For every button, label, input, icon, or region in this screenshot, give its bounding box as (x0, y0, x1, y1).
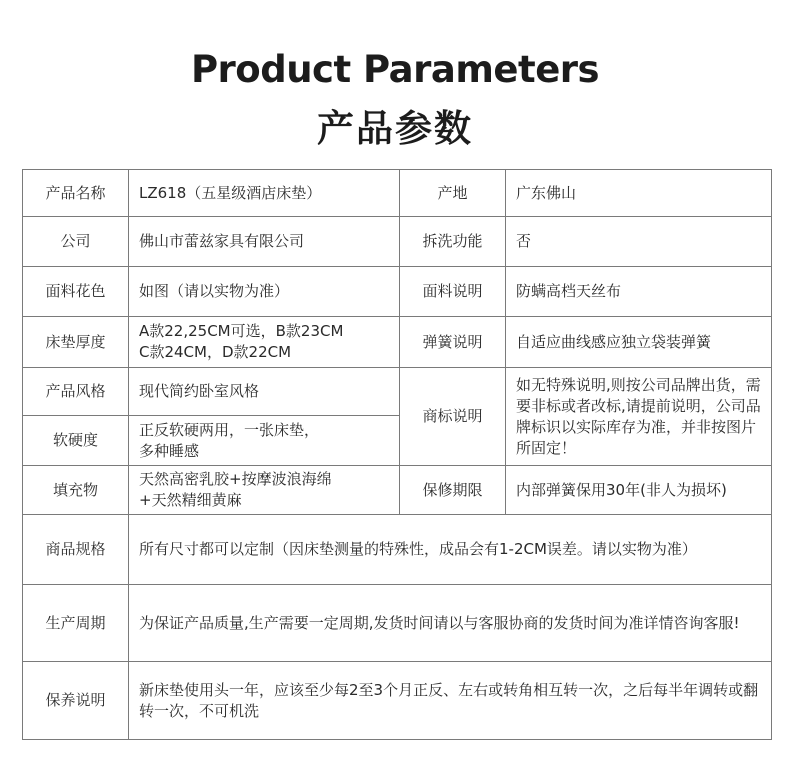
thickness-line-1: A款22,25CM可选，B款23CM (139, 322, 344, 340)
thickness-line-2: C款24CM，D款22CM (139, 343, 292, 361)
production-cycle-value: 为保证产品质量,生产需要一定周期,发货时间请以与客服协商的发货时间为准详情咨询客服! (129, 585, 772, 662)
thickness-value (129, 317, 400, 368)
firmness-value (129, 416, 400, 466)
firmness-line-2: 多种睡感 (139, 441, 200, 460)
table-row (23, 368, 772, 416)
table-row (23, 515, 772, 585)
table-row (23, 317, 772, 368)
removable-wash-value: 否 (506, 217, 772, 267)
fabric-pattern-label: 面料花色 (23, 267, 129, 317)
parameters-table (22, 169, 772, 740)
style-value: 现代简约卧室风格 (129, 368, 400, 416)
table-row (23, 267, 772, 317)
warranty-value: 内部弹簧保用30年(非人为损坏) (506, 466, 772, 515)
style-label: 产品风格 (23, 368, 129, 416)
page-title-en: Product Parameters (190, 48, 600, 91)
removable-wash-label: 拆洗功能 (400, 217, 506, 267)
spec-label: 商品规格 (23, 515, 129, 585)
warranty-label: 保修期限 (400, 466, 506, 515)
table-row (23, 662, 772, 740)
firmness-line-1: 正反软硬两用，一张床垫， (139, 420, 320, 439)
maintenance-label: 保养说明 (23, 662, 129, 740)
spring-desc-label: 弹簧说明 (400, 317, 506, 368)
table-row (23, 170, 772, 217)
table-row (23, 217, 772, 267)
table-row (23, 466, 772, 515)
origin-label: 产地 (400, 170, 506, 217)
filling-line-1: 天然高密乳胶+按摩波浪海绵 (139, 470, 332, 488)
trademark-value: 如无特殊说明,则按公司品牌出货，需要非标或者改标,请提前说明，公司品牌标识以实际库存为准，并非按图片所固定！ (506, 368, 772, 466)
firmness-label: 软硬度 (23, 416, 129, 466)
company-label: 公司 (23, 217, 129, 267)
page-title-zh: 产品参数 (317, 107, 473, 150)
trademark-label: 商标说明 (400, 368, 506, 466)
product-name-label: 产品名称 (23, 170, 129, 217)
filling-value (129, 466, 400, 515)
fabric-desc-label: 面料说明 (400, 267, 506, 317)
production-cycle-label: 生产周期 (23, 585, 129, 662)
thickness-label: 床垫厚度 (23, 317, 129, 368)
spring-desc-value: 自适应曲线感应独立袋装弹簧 (506, 317, 772, 368)
fabric-desc-value: 防螨高档天丝布 (506, 267, 772, 317)
filling-line-2: +天然精细黄麻 (139, 491, 242, 509)
product-name-value: LZ618（五星级酒店床垫） (129, 170, 400, 217)
fabric-pattern-value: 如图（请以实物为准） (129, 267, 400, 317)
maintenance-value: 新床垫使用头一年，应该至少每2至3个月正反、左右或转角相互转一次，之后每半年调转或翻转一次，不可机洗 (129, 662, 772, 740)
company-value: 佛山市蕾兹家具有限公司 (129, 217, 400, 267)
origin-value: 广东佛山 (506, 170, 772, 217)
table-row (23, 585, 772, 662)
filling-label: 填充物 (23, 466, 129, 515)
spec-value: 所有尺寸都可以定制（因床垫测量的特殊性，成品会有1-2CM误差。请以实物为准） (129, 515, 772, 585)
